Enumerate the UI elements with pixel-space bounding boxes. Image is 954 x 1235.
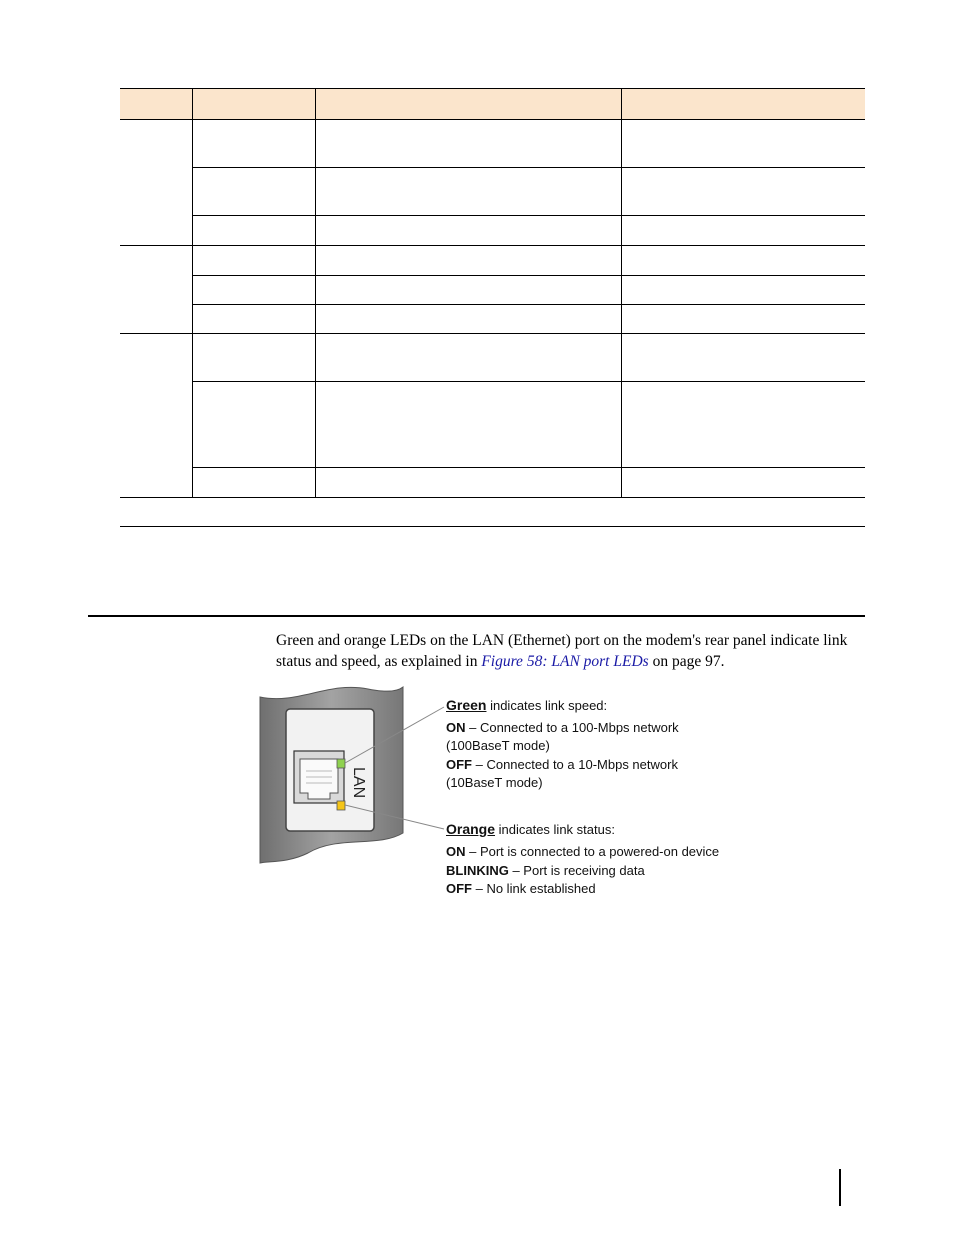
- orange-title: Orange: [446, 821, 496, 837]
- green-callout-line: (10BaseT mode): [446, 775, 543, 790]
- orange-title-suffix: indicates link status:: [495, 822, 615, 837]
- table-group-divider: [120, 245, 865, 246]
- green-callout-line: [446, 720, 679, 735]
- orange-off-key: OFF: [446, 881, 472, 896]
- table-col-divider: [192, 89, 193, 498]
- green-callout-line: [446, 757, 678, 772]
- paragraph-text: Green and orange LEDs on the LAN (Ethernet) port on the modem's rear panel indicate link status and speed, as explained in: [276, 632, 848, 670]
- green-callout-line: (100BaseT mode): [446, 738, 550, 753]
- table-bottom-border: [120, 526, 865, 527]
- green-on-key: ON: [446, 720, 466, 735]
- green-title: Green: [446, 697, 487, 713]
- orange-on-key: ON: [446, 844, 466, 859]
- table-row-divider: [192, 275, 865, 276]
- orange-blinking-text: – Port is receiving data: [508, 863, 645, 878]
- page-margin-bar: [839, 1169, 841, 1206]
- table-header-row: [120, 89, 865, 119]
- green-off-text: – Connected to a 10-Mbps network: [472, 757, 678, 772]
- orange-callout-line: [446, 863, 645, 878]
- orange-on-text: – Port is connected to a powered-on device: [465, 844, 720, 859]
- table-group-divider: [120, 333, 865, 334]
- orange-led: [337, 801, 345, 810]
- paragraph-text-end: on page 97.: [648, 653, 725, 670]
- table-col-divider: [621, 89, 622, 498]
- table-row-divider: [192, 304, 865, 305]
- section-rule: [88, 615, 865, 617]
- green-on-text: – Connected to a 100-Mbps network: [465, 720, 679, 735]
- lan-port-label: LAN: [350, 767, 367, 799]
- lan-port-illustration: [258, 683, 458, 868]
- table-row-divider: [192, 167, 865, 168]
- body-paragraph: [276, 630, 866, 672]
- green-callout-title: [446, 697, 607, 713]
- orange-callout-title: [446, 821, 615, 837]
- green-title-suffix: indicates link speed:: [486, 698, 608, 713]
- green-led: [337, 759, 345, 768]
- orange-off-text: – No link established: [472, 881, 596, 896]
- table-group-divider: [120, 497, 865, 498]
- table-row-divider: [192, 381, 865, 382]
- orange-callout-line: [446, 844, 719, 859]
- table-row-divider: [192, 467, 865, 468]
- table-top-border: [120, 88, 865, 89]
- table-row-divider: [192, 215, 865, 216]
- table-header-border: [120, 119, 865, 120]
- table-col-divider: [315, 89, 316, 498]
- orange-callout-line: [446, 881, 596, 896]
- orange-blinking-key: BLINKING: [446, 863, 509, 878]
- green-off-key: OFF: [446, 757, 472, 772]
- figure-link[interactable]: Figure 58: LAN port LEDs: [481, 653, 649, 670]
